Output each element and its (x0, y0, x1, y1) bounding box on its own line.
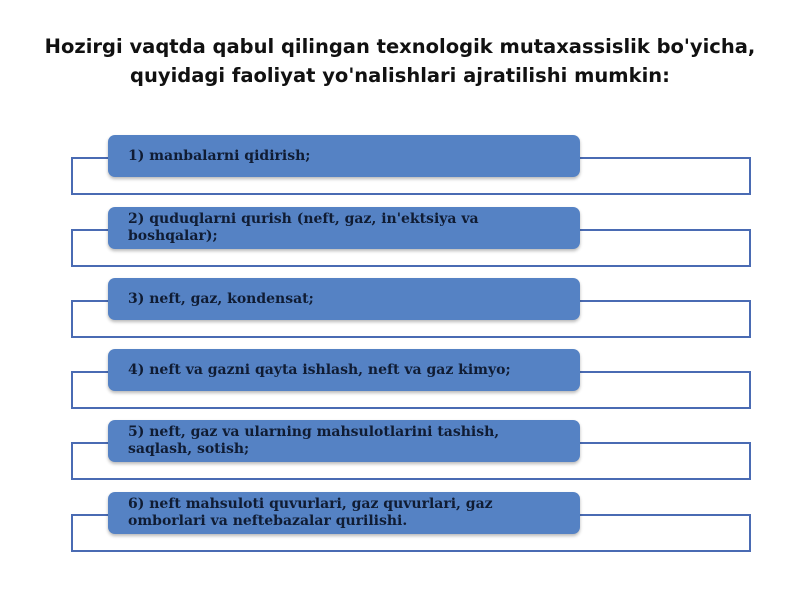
title-line-2: quyidagi faoliyat yo'nalishlari ajratilishi mumkin: (130, 64, 670, 87)
list-item-3 (108, 278, 580, 320)
list-item-label: 3) neft, gaz, kondensat; (128, 290, 314, 307)
list-item-1 (108, 135, 580, 177)
list-item-4 (108, 349, 580, 391)
title-line-1: Hozirgi vaqtda qabul qilingan texnologik mutaxassislik bo'yicha, (44, 35, 756, 58)
list-item-label: 6) neft mahsuloti quvurlari, gaz quvurlari, gaz omborlari va neftebazalar qurilishi. (128, 496, 493, 529)
page-title (40, 32, 760, 90)
list-item-label: 1) manbalarni qidirish; (128, 147, 311, 164)
list-item-label: 2) quduqlarni qurish (neft, gaz, in'ektsiya va boshqalar); (128, 211, 479, 244)
list-item-5 (108, 420, 580, 462)
list-item-label: 5) neft, gaz va ularning mahsulotlarini tashish, saqlash, sotish; (128, 424, 500, 457)
list-item-label: 4) neft va gazni qayta ishlash, neft va gaz kimyo; (128, 361, 511, 378)
list-item-6 (108, 492, 580, 534)
list-item-2 (108, 207, 580, 249)
